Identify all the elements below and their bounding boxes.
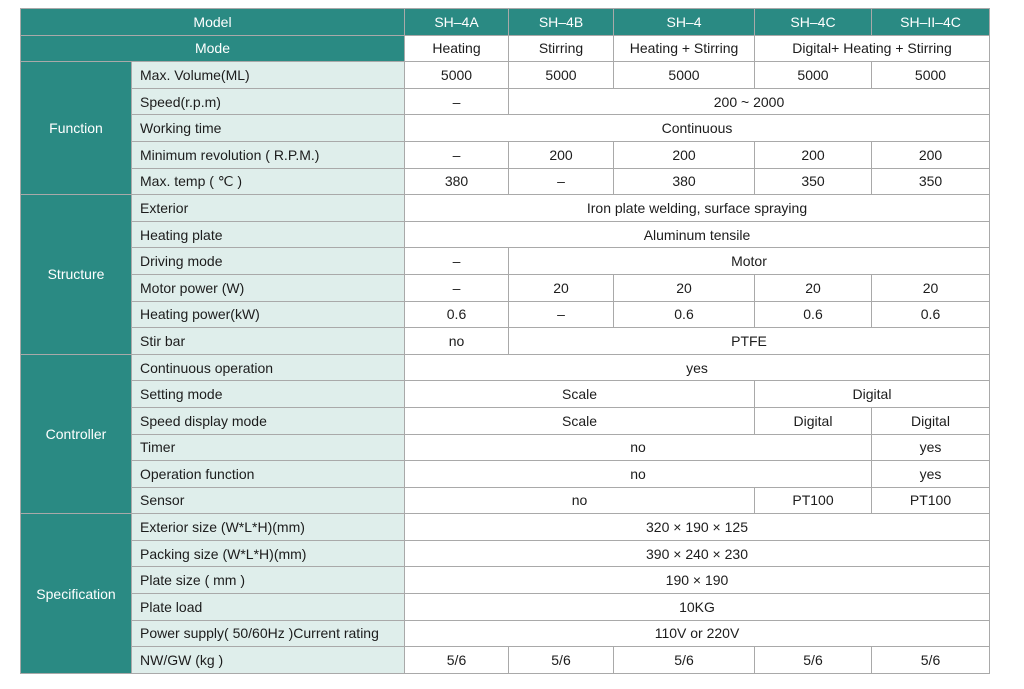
table-row [21,195,990,222]
table-row [21,328,990,355]
table-cell: no [405,461,872,488]
table-cell: 380 [614,168,755,195]
mode-cell: Digital+ Heating + Stirring [755,35,990,62]
table-cell: 20 [614,274,755,301]
table-cell: Scale [405,381,755,408]
table-cell: 5/6 [872,647,990,674]
table-cell: 20 [509,274,614,301]
row-label: Max. Volume(ML) [132,62,405,89]
table-cell: 20 [872,274,990,301]
mode-row [21,35,990,62]
table-cell: 190 × 190 [405,567,990,594]
row-label: Continuous operation [132,354,405,381]
table-cell: Aluminum tensile [405,221,990,248]
table-cell: 380 [405,168,509,195]
row-label: Operation function [132,461,405,488]
table-cell: 5/6 [755,647,872,674]
table-row [21,461,990,488]
table-row [21,381,990,408]
table-cell: 0.6 [405,301,509,328]
row-label: Exterior [132,195,405,222]
table-cell: – [405,88,509,115]
table-cell: 390 × 240 × 230 [405,540,990,567]
model-sh-4a: SH–4A [405,9,509,36]
row-label: Sensor [132,487,405,514]
table-cell: 0.6 [614,301,755,328]
row-label: Stir bar [132,328,405,355]
table-row [21,567,990,594]
table-cell: 5000 [755,62,872,89]
table-cell: – [509,301,614,328]
category-controller: Controller [21,354,132,514]
table-cell: 5000 [614,62,755,89]
table-cell: – [405,248,509,275]
mode-header: Mode [21,35,405,62]
table-cell: 20 [755,274,872,301]
row-label: Timer [132,434,405,461]
table-cell: PTFE [509,328,990,355]
table-cell: Digital [755,381,990,408]
table-cell: no [405,328,509,355]
table-cell: 5000 [405,62,509,89]
mode-cell: Stirring [509,35,614,62]
table-cell: – [509,168,614,195]
model-sh-4c: SH–4C [755,9,872,36]
table-cell: 0.6 [872,301,990,328]
table-row [21,248,990,275]
table-cell: 200 [509,141,614,168]
row-label: Heating plate [132,221,405,248]
table-cell: no [405,487,755,514]
table-row [21,434,990,461]
table-row [21,141,990,168]
table-row [21,274,990,301]
table-cell: 5/6 [614,647,755,674]
row-label: Plate size ( mm ) [132,567,405,594]
model-sh-4b: SH–4B [509,9,614,36]
table-row [21,514,990,541]
table-row [21,115,990,142]
table-row [21,407,990,434]
table-row [21,540,990,567]
table-row [21,62,990,89]
row-label: Setting mode [132,381,405,408]
table-row [21,620,990,647]
table-cell: 0.6 [755,301,872,328]
category-function: Function [21,62,132,195]
row-label: Minimum revolution ( R.P.M.) [132,141,405,168]
table-cell: PT100 [755,487,872,514]
table-cell: no [405,434,872,461]
table-row [21,487,990,514]
table-row [21,594,990,621]
row-label: Motor power (W) [132,274,405,301]
table-cell: yes [405,354,990,381]
row-label: Heating power(kW) [132,301,405,328]
table-cell: 320 × 190 × 125 [405,514,990,541]
table-cell: Digital [872,407,990,434]
table-cell: 200 [755,141,872,168]
table-cell: 200 ~ 2000 [509,88,990,115]
table-cell: yes [872,434,990,461]
table-cell: Motor [509,248,990,275]
table-cell: PT100 [872,487,990,514]
table-row [21,221,990,248]
table-cell: 200 [614,141,755,168]
table-cell: 5/6 [509,647,614,674]
table-cell: 5000 [509,62,614,89]
spec-table [20,8,990,674]
category-structure: Structure [21,195,132,355]
row-label: Working time [132,115,405,142]
table-row [21,168,990,195]
table-cell: yes [872,461,990,488]
mode-cell: Heating [405,35,509,62]
mode-cell: Heating + Stirring [614,35,755,62]
table-cell: 5000 [872,62,990,89]
table-cell: Scale [405,407,755,434]
table-cell: 110V or 220V [405,620,990,647]
table-cell: – [405,274,509,301]
table-cell: 350 [872,168,990,195]
table-cell: 5/6 [405,647,509,674]
row-label: NW/GW (kg ) [132,647,405,674]
row-label: Max. temp ( ℃ ) [132,168,405,195]
row-label: Power supply( 50/60Hz )Current rating [132,620,405,647]
row-label: Speed(r.p.m) [132,88,405,115]
row-label: Packing size (W*L*H)(mm) [132,540,405,567]
table-cell: – [405,141,509,168]
table-row [21,647,990,674]
row-label: Plate load [132,594,405,621]
row-label: Driving mode [132,248,405,275]
model-sh-ii-4c: SH–II–4C [872,9,990,36]
table-row [21,354,990,381]
table-cell: Digital [755,407,872,434]
table-cell: Continuous [405,115,990,142]
table-row [21,88,990,115]
table-cell: 10KG [405,594,990,621]
row-label: Speed display mode [132,407,405,434]
table-cell: 200 [872,141,990,168]
table-row [21,301,990,328]
table-cell: 350 [755,168,872,195]
model-header: Model [21,9,405,36]
row-label: Exterior size (W*L*H)(mm) [132,514,405,541]
category-specification: Specification [21,514,132,674]
model-sh-4: SH–4 [614,9,755,36]
model-row [21,9,990,36]
table-cell: Iron plate welding, surface spraying [405,195,990,222]
